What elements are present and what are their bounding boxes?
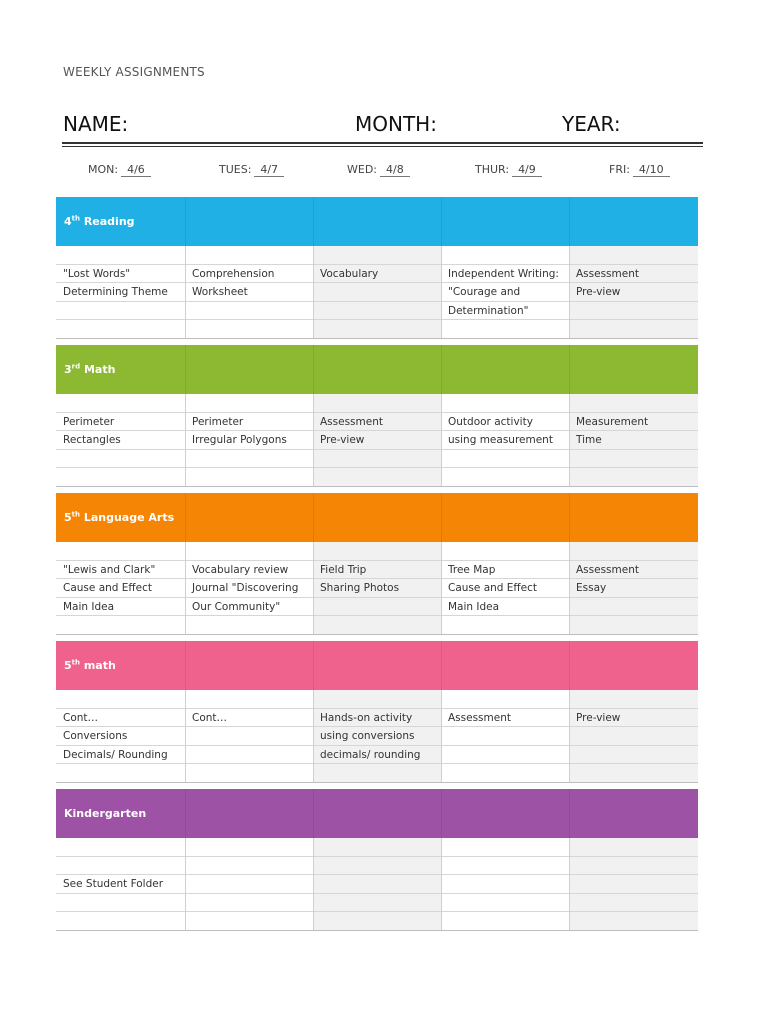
assignment-cell[interactable]: Journal "Discovering: [185, 579, 313, 598]
day-label: THUR:: [475, 163, 510, 176]
column-divider: [313, 394, 314, 487]
section-bottom-rule: [56, 338, 698, 339]
assignment-cell[interactable]: [185, 394, 313, 413]
assignment-cell[interactable]: [569, 542, 698, 561]
assignment-cell[interactable]: Independent Writing:: [441, 265, 569, 284]
assignment-cell[interactable]: [441, 320, 569, 339]
assignment-cell[interactable]: [56, 894, 185, 913]
assignment-cell[interactable]: Decimals/ Rounding: [56, 746, 185, 765]
subject-title: 3rd Math: [64, 362, 116, 376]
assignment-cell[interactable]: Tree Map: [441, 561, 569, 580]
header-divider-thin: [62, 146, 703, 147]
assignment-cell[interactable]: [185, 838, 313, 857]
subject-header-band: [56, 493, 698, 542]
header-cell: [569, 197, 698, 246]
assignment-cell[interactable]: [185, 764, 313, 783]
assignment-cell[interactable]: [313, 690, 441, 709]
table-row: [56, 894, 698, 913]
day-date-field[interactable]: 4/9: [512, 163, 542, 177]
day-date-field[interactable]: 4/7: [254, 163, 284, 177]
assignment-cell[interactable]: [185, 320, 313, 339]
assignment-cell[interactable]: [569, 598, 698, 617]
column-divider: [569, 246, 570, 339]
assignment-cell[interactable]: Cause and Effect: [441, 579, 569, 598]
table-row: [56, 561, 698, 580]
header-cell: [185, 789, 313, 838]
column-divider: [313, 838, 314, 931]
assignment-cell[interactable]: [569, 468, 698, 487]
column-divider: [313, 690, 314, 783]
assignment-cell[interactable]: [185, 912, 313, 931]
year-label: YEAR:: [562, 112, 621, 136]
assignment-cell[interactable]: [185, 542, 313, 561]
assignment-cell[interactable]: [56, 764, 185, 783]
header-cell: [569, 641, 698, 690]
table-row: [56, 875, 698, 894]
assignment-cell[interactable]: [56, 616, 185, 635]
assignment-cell[interactable]: [441, 912, 569, 931]
assignment-cell[interactable]: Assessment: [441, 709, 569, 728]
column-divider: [569, 394, 570, 487]
column-divider: [185, 690, 186, 783]
assignment-cell[interactable]: using conversions: [313, 727, 441, 746]
column-divider: [441, 394, 442, 487]
header-cell: [185, 197, 313, 246]
assignment-cell[interactable]: [56, 912, 185, 931]
assignment-cell[interactable]: Cont…: [56, 709, 185, 728]
assignment-cell[interactable]: See Student Folder: [56, 875, 185, 894]
column-divider: [313, 542, 314, 635]
column-divider: [185, 246, 186, 339]
assignment-cell[interactable]: [313, 246, 441, 265]
table-row: [56, 857, 698, 876]
assignment-cell[interactable]: Sharing Photos: [313, 579, 441, 598]
assignment-cell[interactable]: [569, 450, 698, 469]
assignment-cell[interactable]: [185, 875, 313, 894]
assignment-cell[interactable]: [185, 690, 313, 709]
assignment-cell[interactable]: [313, 394, 441, 413]
subject-title: 5th math: [64, 658, 116, 672]
assignment-cell[interactable]: Irregular Polygons: [185, 431, 313, 450]
day-label: TUES:: [219, 163, 252, 176]
table-row: [56, 598, 698, 617]
column-divider: [441, 690, 442, 783]
table-row: [56, 746, 698, 765]
assignment-cell[interactable]: [569, 394, 698, 413]
document-title: WEEKLY ASSIGNMENTS: [63, 65, 205, 79]
table-row: [56, 246, 698, 265]
assignment-cell[interactable]: [313, 857, 441, 876]
header-cell: [185, 345, 313, 394]
table-row: [56, 690, 698, 709]
column-divider: [185, 838, 186, 931]
assignment-cell[interactable]: [441, 246, 569, 265]
subject-section: [56, 345, 698, 487]
assignment-cell[interactable]: [441, 690, 569, 709]
header-cell: [313, 641, 441, 690]
assignment-cell[interactable]: Comprehension: [185, 265, 313, 284]
assignment-cell[interactable]: Perimeter: [185, 413, 313, 432]
assignment-cell[interactable]: [56, 320, 185, 339]
assignment-cell[interactable]: [441, 875, 569, 894]
table-row: [56, 394, 698, 413]
header-cell: [313, 789, 441, 838]
table-row: [56, 727, 698, 746]
assignment-cell[interactable]: [441, 450, 569, 469]
table-row: [56, 709, 698, 728]
assignment-cell[interactable]: Field Trip: [313, 561, 441, 580]
assignment-cell[interactable]: [56, 450, 185, 469]
assignment-cell[interactable]: [185, 246, 313, 265]
assignment-cell[interactable]: Cause and Effect: [56, 579, 185, 598]
assignment-cell[interactable]: Vocabulary review: [185, 561, 313, 580]
assignment-cell[interactable]: Main Idea: [56, 598, 185, 617]
assignment-cell[interactable]: [569, 838, 698, 857]
header-cell: [185, 641, 313, 690]
assignment-cell[interactable]: [441, 468, 569, 487]
assignment-cell[interactable]: [441, 394, 569, 413]
section-bottom-rule: [56, 930, 698, 931]
assignment-cell[interactable]: "Lost Words": [56, 265, 185, 284]
assignment-cell[interactable]: [441, 838, 569, 857]
assignment-cell[interactable]: [313, 598, 441, 617]
assignment-cell[interactable]: [441, 616, 569, 635]
header-cell: [313, 345, 441, 394]
assignment-cell[interactable]: [56, 838, 185, 857]
assignment-cell[interactable]: Main Idea: [441, 598, 569, 617]
subject-header-band: [56, 197, 698, 246]
column-divider: [441, 246, 442, 339]
assignment-cell[interactable]: [185, 616, 313, 635]
assignment-cell[interactable]: [313, 894, 441, 913]
day-1: [219, 163, 284, 177]
assignment-cell[interactable]: Pre-view: [313, 431, 441, 450]
header-cell: [441, 641, 569, 690]
header-fields: [63, 112, 703, 140]
assignment-cell[interactable]: Conversions: [56, 727, 185, 746]
day-label: FRI:: [609, 163, 630, 176]
assignment-cell[interactable]: [313, 912, 441, 931]
day-label: MON:: [88, 163, 119, 176]
assignment-cell[interactable]: [313, 616, 441, 635]
assignment-cell[interactable]: using measurement: [441, 431, 569, 450]
assignment-cell[interactable]: Determination": [441, 302, 569, 321]
subject-rows: [56, 690, 698, 783]
assignment-cell[interactable]: [441, 542, 569, 561]
assignment-cell[interactable]: [56, 468, 185, 487]
assignment-cell[interactable]: Cont…: [185, 709, 313, 728]
subject-section: [56, 493, 698, 635]
subject-header-band: [56, 789, 698, 838]
day-0: [88, 163, 151, 177]
assignment-cell[interactable]: Assessment: [569, 561, 698, 580]
assignment-cell[interactable]: Hands-on activity: [313, 709, 441, 728]
day-4: [609, 163, 670, 177]
assignment-cell[interactable]: "Courage and: [441, 283, 569, 302]
assignment-cell[interactable]: Vocabulary: [313, 265, 441, 284]
assignment-cell[interactable]: [56, 394, 185, 413]
assignment-cell[interactable]: [313, 283, 441, 302]
column-divider: [185, 394, 186, 487]
column-divider: [441, 542, 442, 635]
assignment-cell[interactable]: [569, 912, 698, 931]
assignment-cell[interactable]: [441, 764, 569, 783]
subject-title: 5th Language Arts: [64, 510, 175, 524]
column-divider: [569, 838, 570, 931]
assignment-cell[interactable]: [313, 468, 441, 487]
assignment-cell[interactable]: [441, 727, 569, 746]
assignment-cell[interactable]: [569, 894, 698, 913]
assignment-cell[interactable]: [441, 746, 569, 765]
assignment-cell[interactable]: Rectangles: [56, 431, 185, 450]
assignment-cell[interactable]: [185, 746, 313, 765]
table-row: [56, 431, 698, 450]
day-3: [475, 163, 542, 177]
table-row: [56, 320, 698, 339]
subject-section: [56, 641, 698, 783]
header-cell: [569, 493, 698, 542]
assignment-cell[interactable]: [185, 727, 313, 746]
assignment-cell[interactable]: [56, 690, 185, 709]
assignment-cell[interactable]: [569, 727, 698, 746]
assignment-cell[interactable]: Measurement: [569, 413, 698, 432]
column-divider: [569, 542, 570, 635]
assignment-cell[interactable]: [313, 302, 441, 321]
header-cell: [441, 789, 569, 838]
header-divider: [62, 142, 703, 144]
assignment-cell[interactable]: [56, 857, 185, 876]
subject-title: 4th Reading: [64, 214, 135, 228]
column-divider: [569, 690, 570, 783]
table-row: [56, 468, 698, 487]
section-bottom-rule: [56, 634, 698, 635]
assignment-cell[interactable]: [441, 894, 569, 913]
assignment-cell[interactable]: [569, 690, 698, 709]
name-label: NAME:: [63, 112, 129, 136]
assignment-cell[interactable]: [569, 875, 698, 894]
assignment-cell[interactable]: [185, 450, 313, 469]
subject-rows: [56, 542, 698, 635]
header-cell: [313, 493, 441, 542]
subject-title: Kindergarten: [64, 807, 147, 820]
subject-header-band: [56, 641, 698, 690]
table-row: [56, 838, 698, 857]
assignment-cell[interactable]: [313, 450, 441, 469]
header-cell: [569, 789, 698, 838]
assignment-cell[interactable]: [56, 302, 185, 321]
header-cell: [441, 345, 569, 394]
assignment-cell[interactable]: [569, 320, 698, 339]
table-row: [56, 616, 698, 635]
assignment-cell[interactable]: Outdoor activity: [441, 413, 569, 432]
section-bottom-rule: [56, 782, 698, 783]
assignment-cell[interactable]: [569, 746, 698, 765]
assignment-cell[interactable]: [56, 542, 185, 561]
assignment-cell[interactable]: [569, 302, 698, 321]
assignment-cell[interactable]: Determining Theme: [56, 283, 185, 302]
assignment-cell[interactable]: Time: [569, 431, 698, 450]
assignment-cell[interactable]: Our Community": [185, 598, 313, 617]
assignment-cell[interactable]: "Lewis and Clark": [56, 561, 185, 580]
assignment-cell[interactable]: Perimeter: [56, 413, 185, 432]
assignment-cell[interactable]: Pre-view: [569, 283, 698, 302]
table-row: [56, 413, 698, 432]
assignment-cell[interactable]: Assessment: [569, 265, 698, 284]
table-row: [56, 764, 698, 783]
subject-header-band: [56, 345, 698, 394]
assignment-cell[interactable]: [569, 764, 698, 783]
assignment-cell[interactable]: [441, 857, 569, 876]
assignment-cell[interactable]: [569, 857, 698, 876]
column-divider: [441, 838, 442, 931]
subject-rows: [56, 838, 698, 931]
table-row: [56, 579, 698, 598]
table-row: [56, 302, 698, 321]
table-row: [56, 912, 698, 931]
header-cell: [569, 345, 698, 394]
header-cell: [313, 197, 441, 246]
assignment-cell[interactable]: [185, 302, 313, 321]
assignment-cell[interactable]: [313, 838, 441, 857]
assignment-cell[interactable]: Worksheet: [185, 283, 313, 302]
assignment-cell[interactable]: [569, 616, 698, 635]
subject-rows: [56, 394, 698, 487]
assignment-cell[interactable]: [313, 320, 441, 339]
assignment-cell[interactable]: [185, 468, 313, 487]
section-bottom-rule: [56, 486, 698, 487]
day-2: [347, 163, 410, 177]
assignment-cell[interactable]: [313, 764, 441, 783]
table-row: [56, 265, 698, 284]
assignment-cell[interactable]: decimals/ rounding: [313, 746, 441, 765]
day-date-field[interactable]: 4/6: [121, 163, 151, 177]
header-cell: [441, 197, 569, 246]
table-row: [56, 542, 698, 561]
assignment-cell[interactable]: Pre-view: [569, 709, 698, 728]
column-divider: [313, 246, 314, 339]
day-date-field[interactable]: 4/10: [633, 163, 670, 177]
subject-section: [56, 197, 698, 339]
month-label: MONTH:: [355, 112, 437, 136]
column-divider: [185, 542, 186, 635]
assignment-cell[interactable]: [313, 542, 441, 561]
assignment-cell[interactable]: Assessment: [313, 413, 441, 432]
assignment-cell[interactable]: [185, 857, 313, 876]
subject-section: [56, 789, 698, 931]
assignment-cell[interactable]: Essay: [569, 579, 698, 598]
assignment-cell[interactable]: [313, 875, 441, 894]
day-date-field[interactable]: 4/8: [380, 163, 410, 177]
header-cell: [185, 493, 313, 542]
table-row: [56, 450, 698, 469]
day-label: WED:: [347, 163, 378, 176]
header-cell: [441, 493, 569, 542]
assignment-cell[interactable]: [569, 246, 698, 265]
assignment-cell[interactable]: [185, 894, 313, 913]
subject-rows: [56, 246, 698, 339]
table-row: [56, 283, 698, 302]
assignment-cell[interactable]: [56, 246, 185, 265]
